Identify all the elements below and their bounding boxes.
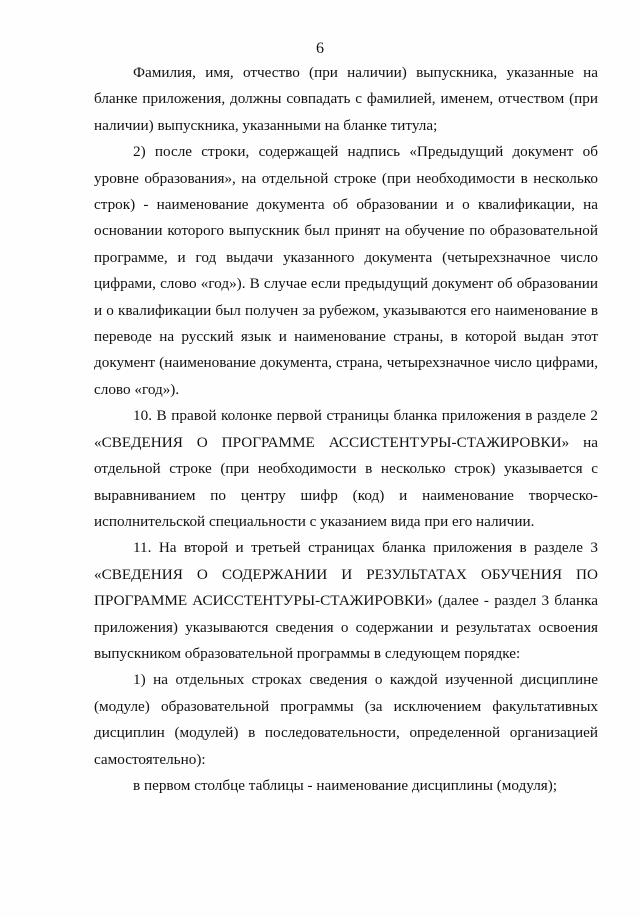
paragraph-previous-document: 2) после строки, содержащей надпись «Предыдущий документ об уровне образования», на отдельной строке (при необходимости в несколько строк) - наименование документа об образовании и о квалификации, на основании которого выпускник был принят на обучение по образовательной программе, и год выдачи указанного документа (четырехзначное число цифрами, слово «год»). В случае если предыдущий документ об образовании и о квалификации был получен за рубежом, указываются его наименование в переводе на русский язык и наименование страны, в которой выдан этот документ (наименование документа, страна, четырехзначное число цифрами, слово «год»).	[94, 143, 598, 398]
paragraph-section-11: 11. На второй и третьей страницах бланка приложения в разделе 3 «СВЕДЕНИЯ О СОДЕРЖАНИИ И РЕЗУЛЬТАТАХ ОБУЧЕНИЯ ПО ПРОГРАММЕ АСИССТЕНТУРЫ-СТАЖИРОВКИ» (далее - раздел 3 бланка приложения) указываются сведения о содержании и результатах освоения выпускником образовательной программы в следующем порядке:	[94, 539, 598, 662]
paragraph-first-column: в первом столбце таблицы - наименование дисциплины (модуля);	[133, 776, 558, 794]
document-body	[94, 60, 598, 799]
paragraph-section-10: 10. В правой колонке первой страницы бланка приложения в разделе 2 «СВЕДЕНИЯ О ПРОГРАММЕ АССИСТЕНТУРЫ-СТАЖИРОВКИ» на отдельной строке (при необходимости в несколько строк) указывается с выравниванием по центру шифр (код) и наименование творческо-исполнительской специальности с указанием вида при его наличии.	[94, 407, 598, 530]
page-number: 6	[316, 40, 324, 57]
paragraph-disciplines: 1) на отдельных строках сведения о каждой изученной дисциплине (модуле) образовательной программы (за исключением факультативных дисциплин (модулей) в последовательности, определенной организацией самостоятельно):	[94, 671, 598, 768]
paragraph-fio: Фамилия, имя, отчество (при наличии) выпускника, указанные на бланке приложения, должны совпадать с фамилией, именем, отчеством (при наличии) выпускника, указанными на бланке титула;	[94, 64, 598, 134]
